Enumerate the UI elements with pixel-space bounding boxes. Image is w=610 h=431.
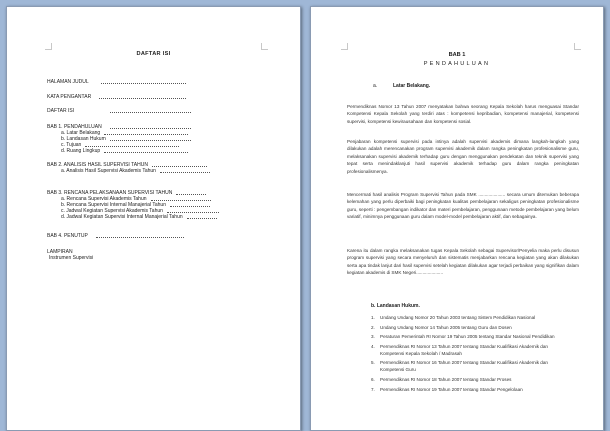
toc-label: DAFTAR ISI (47, 108, 75, 114)
paragraph-4: Karena itu dalam rangka melaksanakan tugas Kepala Sekolah sebagai Supervisor/Penyelia maka perlu disusun program supervisi yang secara menyeluruh dan sistematis menjabarkan rencana kegiatan yang akan dilakukan serta apa tindak lanjut dari hasil supervisi setelah kegiatan dilakukan agar terjadi perbaikan yang signifikan dalam kegiatan akademis di SMK Negeri..................... (347, 248, 579, 276)
toc-label: BAB 1. PENDAHULUAN (47, 124, 102, 130)
toc-bab1-item[interactable]: c. Tujuan (47, 142, 272, 148)
toc-label: HALAMAN JUDUL (47, 79, 89, 85)
toc-dots (99, 94, 185, 99)
page-daftar-isi (6, 6, 301, 431)
toc-label: KATA PENGANTAR (47, 94, 92, 100)
toc-label: BAB 4. PENUTUP (47, 233, 88, 239)
toc-dots (110, 124, 191, 129)
toc-dots (152, 162, 207, 167)
toc-bab3-item[interactable]: d. Jadwal Kegiatan Supervisi Internal Manajerial Tahun (47, 214, 272, 220)
toc-bab3-item[interactable]: b. Rencana Supervisi Internal Manajerial Tahun (47, 202, 272, 208)
list-item: 2. Undang Undang Nomor 14 Tahun 2005 tentang Guru dan Dosen (371, 324, 512, 330)
toc-lampiran-item: Instrumen Supervisi (49, 255, 94, 261)
section-a-title: Latar Belakang. (393, 83, 431, 89)
chapter-title: BAB 1 (448, 52, 466, 58)
toc-bab1-item[interactable]: a. Latar Belakang (47, 130, 272, 136)
crop-mark (45, 43, 52, 50)
list-item: 5. Permendiknas RI Nomor 16 Tahun 2007 tentang Standar Kualifikasi Akademik dan Kompetensi Guru (371, 360, 548, 373)
toc-bab3-item[interactable]: a. Rencana Supervisi Akademis Tahun (47, 196, 272, 202)
toc-bab2[interactable] (47, 162, 272, 174)
list-item: 1. Undang Undang Nomor 20 Tahun 2003 tentang Sistem Pendidikan Nasional (371, 315, 536, 320)
toc-kata-pengantar[interactable] (47, 94, 272, 100)
toc-daftar-isi[interactable] (47, 108, 272, 114)
crop-mark (341, 43, 348, 50)
crop-mark (261, 43, 268, 50)
toc-dots (101, 79, 187, 84)
list-item: 3. Peraturan Pemerintah RI Nomor 19 Tahun 2005 tentang Standar Nasional Pendidikan (371, 334, 555, 340)
toc-label: BAB 2. ANALISIS HASIL SUPERVISI TAHUN (47, 162, 148, 168)
paragraph-3: Mencermati hasil analisis Program Supervisi Tahun pada SMK ..................... secara umum ditemukan beberapa kelemahan yang perlu diperbaiki bagi peningkatan kualitas pembelajaran sekaligus peningkatan profesionalisme guru, seperti : pengembangan indikator dan materi pembelajaran, penggunaan metode pembelajaran yang belum variatif, minimnya penggunaan guru dalam model-model pembelajaran aktif, dan sebagainya. (347, 192, 579, 220)
toc-bab3-item[interactable]: c. Jadwal Kegiatan Supervisi Akademis Tahun (47, 208, 272, 214)
toc-label: BAB 3. RENCANA PELAKSANAAN SUPERVISI TAHUN (47, 190, 173, 196)
toc-halaman-judul[interactable] (47, 79, 272, 85)
toc-dots (96, 233, 184, 238)
toc-bab2-item[interactable]: a. Analisis Hasil Supervisi Akademis Tahun (47, 168, 272, 174)
section-a-number: a. (373, 83, 378, 89)
toc-bab1[interactable] (47, 124, 272, 154)
landasan-hukum-list (371, 314, 571, 395)
toc-dots (110, 108, 191, 113)
list-item: 6. Permendiknas RI Nomor 18 Tahun 2007 tentang Standar Proses (371, 376, 512, 382)
crop-mark (574, 43, 581, 50)
toc-bab4[interactable] (47, 233, 272, 239)
paragraph-2: Penjabaran kompetensi supervisi pada intinya adalah supervisi akademis dimana langkah-langkah yang dilakukan adalah merencanakan program supervisi akademik dalam rangka peningkatan profesionalisme guru, melaksanakan supervisi akademik terhadap guru dengan menggunakan pendekatan dan teknik supervisi yang tepat serta menindaklanjuti hasil supervisi akademik terhadap guru dalam rangka peningkatan profesionalismenya. (347, 139, 579, 174)
toc-lampiran[interactable] (47, 249, 272, 261)
section-b-heading: b. Landasan Hukum. (371, 303, 420, 309)
page-bab1 (310, 6, 604, 431)
toc-bab1-item[interactable]: b. Landasan Hukum (47, 136, 272, 142)
chapter-subtitle: PENDAHULUAN (423, 61, 491, 67)
toc-bab3[interactable] (47, 190, 272, 220)
toc-title: DAFTAR ISI (136, 51, 171, 57)
toc-bab1-item[interactable]: d. Ruang Lingkup (47, 148, 272, 154)
toc-label: LAMPIRAN (47, 249, 73, 255)
section-a-heading (373, 83, 430, 89)
list-item: 4. Permendiknas RI Nomor 13 Tahun 2007 tentang Standar Kualifikasi Akademik dan Kompetensi Kepala Sekolah / Madrasah (371, 343, 548, 356)
list-item: 7. Permendiknas RI Nomor 19 Tahun 2007 tentang Standar Pengelolaan (371, 386, 523, 392)
toc-dots (176, 190, 206, 195)
paragraph-1: Permendiknas Nomor 13 Tahun 2007 menyatakan bahwa seorang Kepala Sekolah harus menguasai Standar Kompetensi Kepala Sekolah yang terdiri atas : kompetensi kepribadian, kompetensi manajerial, kompetensi supervisi, kompetensi kewirausahaan dan kompetensi sosial. (347, 104, 579, 124)
